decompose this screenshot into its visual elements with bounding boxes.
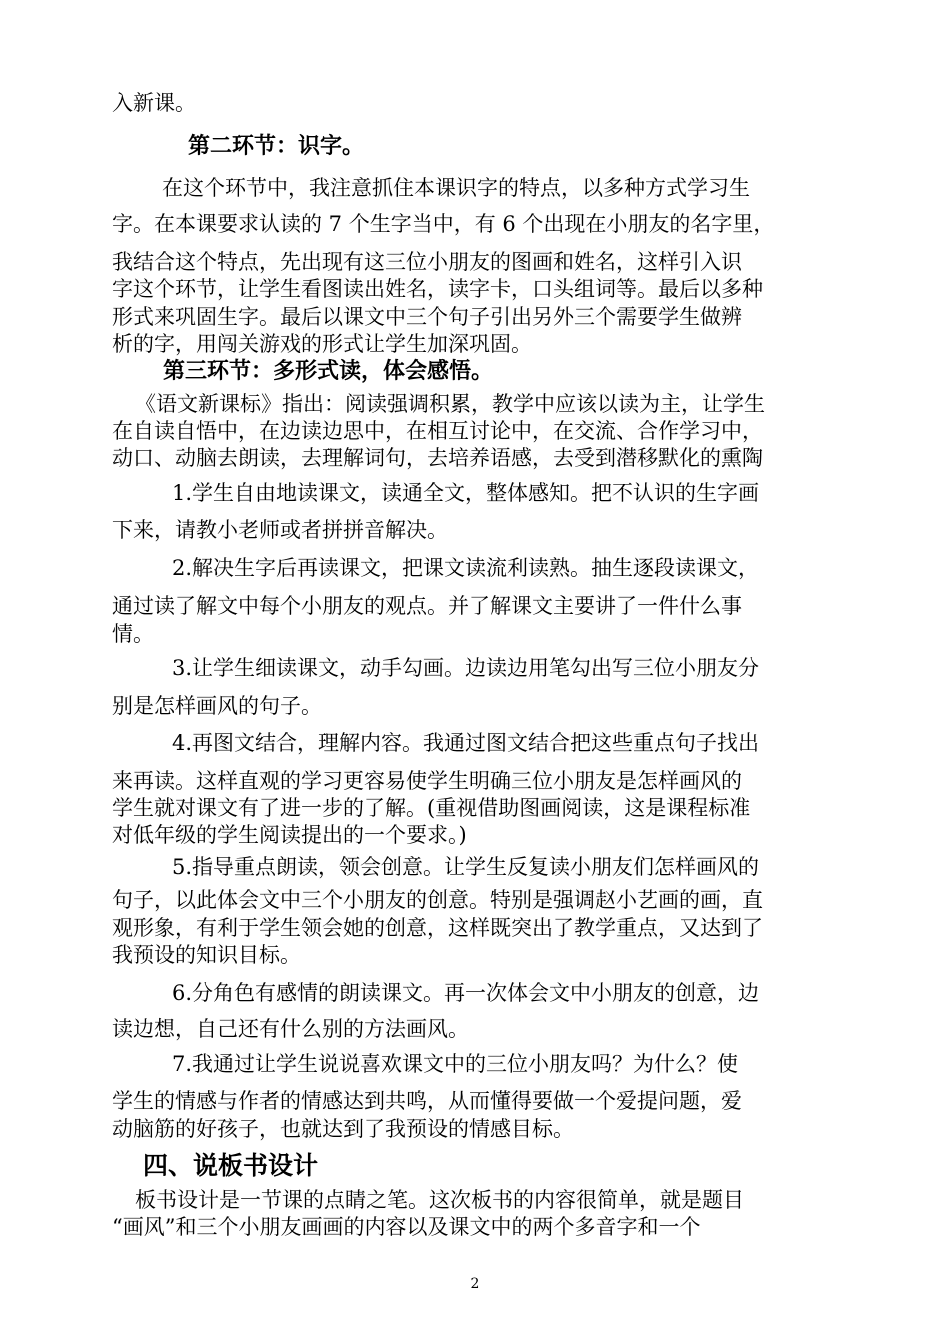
section-heading: 四、说板书设计 (143, 1151, 319, 1180)
list-item-line: 对低年级的学生阅读提出的一个要求。) (112, 823, 467, 847)
list-item-line: 通过读了解文中每个小朋友的观点。并了解课文主要讲了一件什么事 (112, 594, 742, 618)
paragraph-line: 在自读自悟中，在边读边思中，在相互讨论中，在交流、合作学习中， (112, 419, 763, 443)
paragraph-line: 板书设计是一节课的点睛之笔。这次板书的内容很简单，就是题目 (135, 1188, 744, 1212)
list-item-line: 读边想，自己还有什么别的方法画风。 (112, 1017, 469, 1041)
paragraph-line: 在这个环节中，我注意抓住本课识字的特点，以多种方式学习生 (162, 176, 750, 200)
list-item-line: 6.分角色有感情的朗读课文。再一次体会文中小朋友的创意，边 (172, 981, 760, 1005)
list-item-line: 观形象，有利于学生领会她的创意，这样既突出了教学重点，又达到了 (112, 916, 763, 940)
text-line: 入新课。 (112, 91, 196, 115)
paragraph-line: 字这个环节，让学生看图读出姓名，读字卡，口头组词等。最后以多种 (112, 277, 763, 301)
list-item-line: 下来，请教小老师或者拼拼音解决。 (112, 518, 448, 542)
paragraph-line: 《语文新课标》指出：阅读强调积累，教学中应该以读为主，让学生 (135, 392, 765, 416)
section-heading: 第三环节：多形式读，体会感悟。 (163, 359, 494, 384)
list-item-line: 4.再图文结合，理解内容。我通过图文结合把这些重点句子找出 (172, 731, 760, 755)
page-number: 2 (470, 1276, 480, 1292)
list-item-line: 句子，以此体会文中三个小朋友的创意。特别是强调赵小艺画的画，直 (112, 888, 763, 912)
list-item-line: 我预设的知识目标。 (112, 943, 301, 967)
list-item-line: 7.我通过让学生说说喜欢课文中的三位小朋友吗？为什么？使 (172, 1052, 739, 1076)
list-item-line: 3.让学生细读课文，动手勾画。边读边用笔勾出写三位小朋友分 (172, 656, 760, 680)
paragraph-line: “画风”和三个小朋友画画的内容以及课文中的两个多音字和一个 (112, 1215, 701, 1239)
list-item-line: 5.指导重点朗读，领会创意。让学生反复读小朋友们怎样画风的 (172, 855, 760, 879)
paragraph-line: 动口、动脑去朗读，去理解词句，去培养语感，去受到潜移默化的熏陶 (112, 446, 763, 470)
paragraph-line: 字。在本课要求认读的 7 个生字当中，有 6 个出现在小朋友的名字里， (112, 212, 775, 236)
list-item-line: 动脑筋的好孩子，也就达到了我预设的情感目标。 (112, 1117, 574, 1141)
list-item-line: 1.学生自由地读课文，读通全文，整体感知。把不认识的生字画 (172, 481, 760, 505)
paragraph-line: 形式来巩固生字。最后以课文中三个句子引出另外三个需要学生做辨 (112, 305, 742, 329)
list-item-line: 学生的情感与作者的情感达到共鸣，从而懂得要做一个爱提问题，爱 (112, 1089, 742, 1113)
paragraph-line: 我结合这个特点，先出现有这三位小朋友的图画和姓名，这样引入识 (112, 250, 742, 274)
list-item-line: 2.解决生字后再读课文，把课文读流利读熟。抽生逐段读课文， (172, 556, 760, 580)
paragraph-line: 析的字，用闯关游戏的形式让学生加深巩固。 (112, 332, 532, 356)
list-item-line: 情。 (112, 622, 154, 646)
list-item-line: 来再读。这样直观的学习更容易使学生明确三位小朋友是怎样画风的 (112, 769, 742, 793)
list-item-line: 别是怎样画风的句子。 (112, 694, 322, 718)
section-heading: 第二环节：识字。 (188, 134, 365, 159)
list-item-line: 学生就对课文有了进一步的了解。(重视借助图画阅读，这是课程标准 (112, 796, 751, 820)
